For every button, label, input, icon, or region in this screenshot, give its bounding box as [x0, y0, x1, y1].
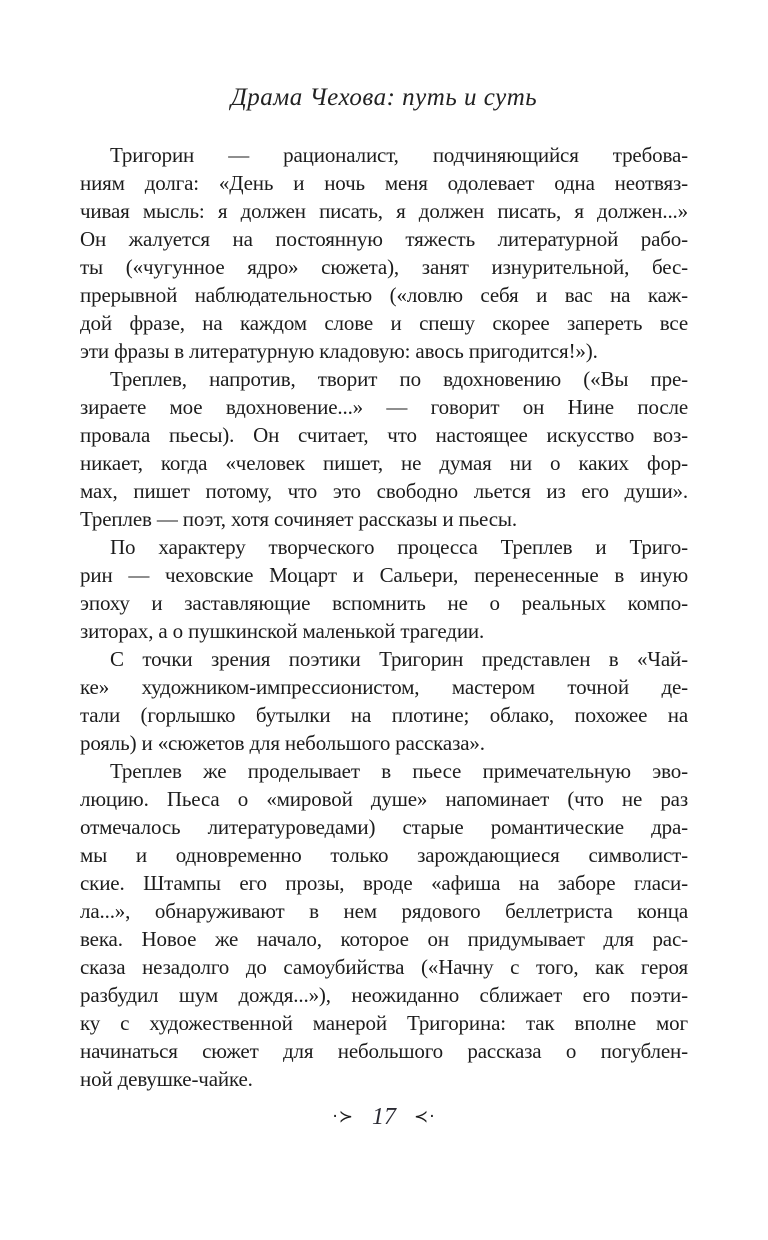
paragraph-line: эти фразы в литературную кладовую: авось пригодится!»). — [80, 339, 598, 363]
paragraph-line: мах, пишет потому, что это свободно льется из его души». — [80, 479, 688, 503]
paragraph-line: зиторах, а о пушкинской маленькой трагедии. — [80, 619, 485, 643]
paragraph-line: тали (горлышко бутылки на плотине; облако, похожее на — [80, 703, 688, 727]
paragraph-line: разбудил шум дождя...»), неожиданно сближает его поэти- — [80, 983, 688, 1007]
paragraph — [80, 533, 688, 645]
paragraph-line: рояль) и «сюжетов для небольшого рассказа». — [80, 731, 485, 755]
paragraph-line: люцию. Пьеса о «мировой душе» напоминает (что не раз — [80, 787, 688, 811]
paragraph-line: никает, когда «человек пишет, не думая ни о каких фор- — [80, 451, 688, 475]
paragraph-line: начинаться сюжет для небольшого рассказа о погублен- — [80, 1039, 688, 1063]
paragraph-line: века. Новое же начало, которое он придумывает для рас- — [80, 927, 688, 951]
paragraph — [80, 757, 688, 1093]
page-number: 17 — [372, 1104, 396, 1130]
paragraph-line: провала пьесы). Он считает, что настоящее искусство воз- — [80, 423, 688, 447]
paragraph-line: Он жалуется на постоянную тяжесть литературной рабо- — [80, 227, 688, 251]
paragraph-line: С точки зрения поэтики Тригорин представлен в «Чай- — [110, 647, 688, 671]
paragraph-line: эпоху и заставляющие вспомнить не о реальных компо- — [80, 591, 688, 615]
body-text — [80, 141, 688, 1093]
footer-ornament-left-icon: ·≻ — [332, 1107, 354, 1127]
paragraph-line: рин — чеховские Моцарт и Сальери, перенесенные в иную — [80, 563, 688, 587]
paragraph — [80, 141, 688, 365]
paragraph-line: прерывной наблюдательностью («ловлю себя и вас на каж- — [80, 283, 688, 307]
paragraph — [80, 365, 688, 533]
paragraph-line: дой фразе, на каждом слове и спешу скорее запереть все — [80, 311, 688, 335]
paragraph-line: ты («чугунное ядро» сюжета), занят изнурительной, бес- — [80, 255, 688, 279]
paragraph-line: ку с художественной манерой Тригорина: так вполне мог — [80, 1011, 688, 1035]
paragraph-line: Треплев, напротив, творит по вдохновению («Вы пре- — [110, 367, 688, 391]
paragraph-line: чивая мысль: я должен писать, я должен писать, я должен...» — [80, 199, 688, 223]
paragraph-line: По характеру творческого процесса Треплев и Триго- — [110, 535, 688, 559]
running-header: Драма Чехова: путь и суть — [230, 84, 538, 111]
paragraph-line: мы и одновременно только зарождающиеся символист- — [80, 843, 688, 867]
paragraph-line: Треплев — поэт, хотя сочиняет рассказы и пьесы. — [80, 507, 517, 531]
paragraph-line: ке» художником-импрессионистом, мастером точной де- — [80, 675, 688, 699]
paragraph-line: ские. Штампы его прозы, вроде «афиша на заборе гласи- — [80, 871, 688, 895]
page-footer — [80, 1104, 688, 1131]
paragraph-line: зираете мое вдохновение...» — говорит он Нине после — [80, 395, 688, 419]
paragraph-line: ла...», обнаруживают в нем рядового беллетриста конца — [80, 899, 688, 923]
paragraph — [80, 645, 688, 757]
paragraph-line: Тригорин — рационалист, подчиняющийся требова- — [110, 143, 688, 167]
paragraph-line: сказа незадолго до самоубийства («Начну с того, как героя — [80, 955, 688, 979]
paragraph-line: Треплев же проделывает в пьесе примечательную эво- — [110, 759, 688, 783]
paragraph-line: отмечалось литературоведами) старые романтические дра- — [80, 815, 688, 839]
paragraph-line: ной девушке-чайке. — [80, 1067, 253, 1091]
footer-ornament-right-icon: ≺· — [414, 1107, 436, 1127]
paragraph-line: ниям долга: «День и ночь меня одолевает одна неотвяз- — [80, 171, 688, 195]
